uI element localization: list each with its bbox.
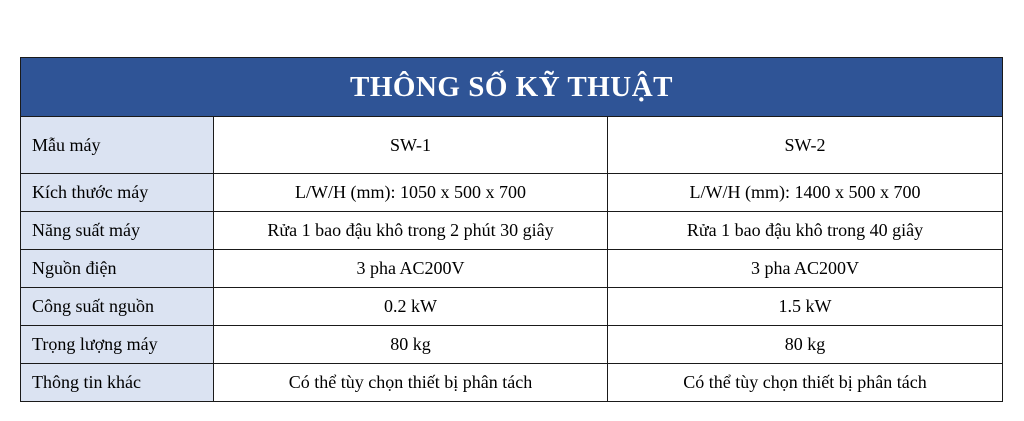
row-value: 0.2 kW (214, 288, 608, 326)
spec-table (20, 57, 1003, 402)
model-sw2: SW-2 (608, 117, 1003, 174)
row-value: Có thể tùy chọn thiết bị phân tách (214, 364, 608, 402)
row-label: Thông tin khác (21, 364, 214, 402)
table-row (21, 326, 1003, 364)
row-value: 1.5 kW (608, 288, 1003, 326)
row-label: Nguồn điện (21, 250, 214, 288)
row-value: 3 pha AC200V (214, 250, 608, 288)
row-value: 3 pha AC200V (608, 250, 1003, 288)
table-title: THÔNG SỐ KỸ THUẬT (21, 58, 1003, 117)
row-value: 80 kg (214, 326, 608, 364)
row-value: Rửa 1 bao đậu khô trong 2 phút 30 giây (214, 212, 608, 250)
row-label: Kích thước máy (21, 174, 214, 212)
row-value: L/W/H (mm): 1400 x 500 x 700 (608, 174, 1003, 212)
row-value: L/W/H (mm): 1050 x 500 x 700 (214, 174, 608, 212)
row-value: 80 kg (608, 326, 1003, 364)
title-row (21, 58, 1003, 117)
row-value: Có thể tùy chọn thiết bị phân tách (608, 364, 1003, 402)
row-label: Trọng lượng máy (21, 326, 214, 364)
row-label: Mẫu máy (21, 117, 214, 174)
table-row (21, 212, 1003, 250)
row-label: Năng suất máy (21, 212, 214, 250)
model-sw1: SW-1 (214, 117, 608, 174)
row-value: Rửa 1 bao đậu khô trong 40 giây (608, 212, 1003, 250)
table-row (21, 174, 1003, 212)
model-row (21, 117, 1003, 174)
row-label: Công suất nguồn (21, 288, 214, 326)
table-row (21, 364, 1003, 402)
table-row (21, 250, 1003, 288)
table-row (21, 288, 1003, 326)
